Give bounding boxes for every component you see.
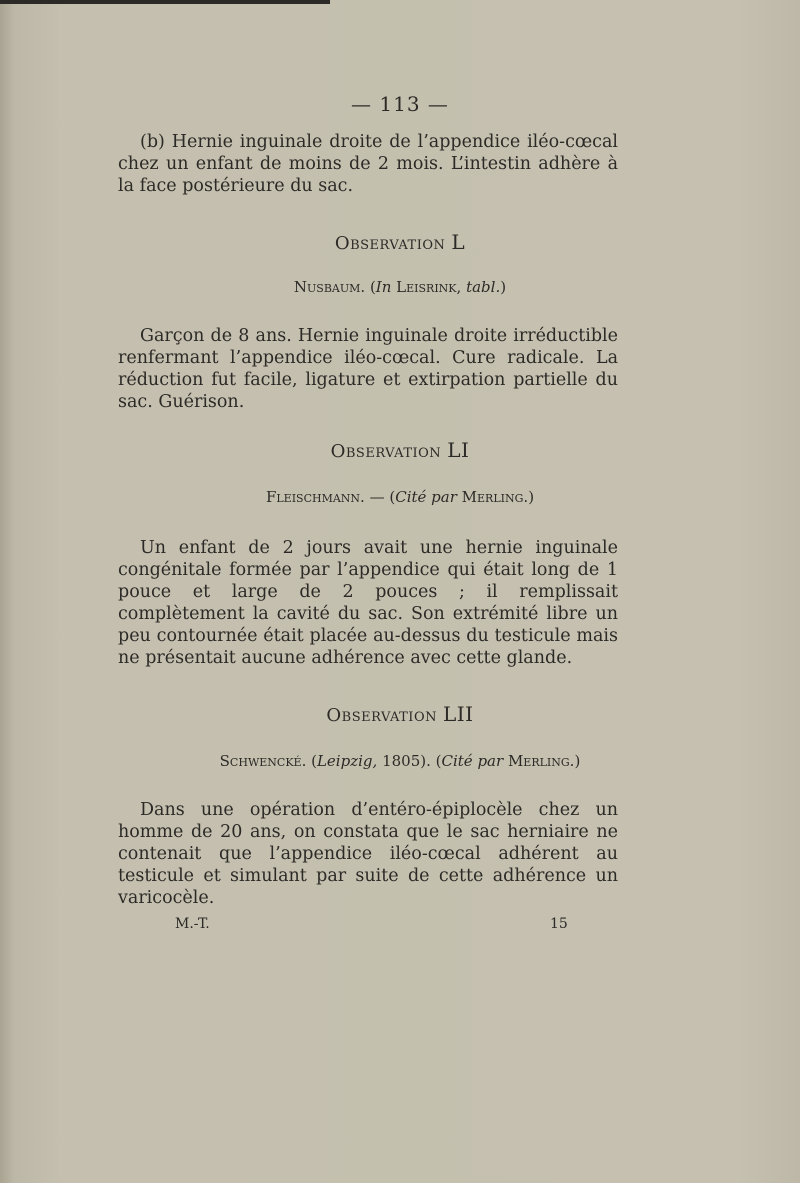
footer-signature: M.-T. — [175, 916, 210, 932]
source-place: Leipzig, — [316, 752, 378, 770]
observation-number: LI — [447, 438, 470, 462]
observation-label: Observation — [330, 441, 442, 462]
source-author: Fleischmann. — — [265, 488, 385, 506]
observation-label: Observation — [334, 233, 446, 254]
source-year: 1805 — [382, 752, 421, 770]
footer-sheet-number: 15 — [550, 916, 568, 932]
observation-number: L — [451, 230, 466, 254]
observation-source-l: Nusbaum. (In Leisrink, tabl.) — [293, 278, 507, 296]
source-prefix: In — [375, 278, 392, 296]
source-suffix: tabl. — [466, 278, 501, 296]
source-name: Merling. — [461, 488, 529, 506]
observation-title-li — [0, 438, 800, 462]
source-author: Nusbaum. — [293, 278, 366, 296]
page-number-header: — 113 — — [351, 92, 449, 116]
observation-body-li: Un enfant de 2 jours avait une hernie inguinale congénitale formée par l’appendice qui était long de 1 pouce et large de 2 pouces ; il remplissait complètement la cavité du sac. Son extrémité libre un peu contournée était placée au-dessus du testicule mais ne présentait aucune adhérence avec cette glande. — [118, 538, 618, 668]
observation-number: LII — [442, 702, 474, 726]
observation-body-l: Garçon de 8 ans. Hernie inguinale droite irréductible renfermant l’appendice iléo-cœcal. Cure radicale. La réduction fut facile, ligature et extirpation partielle du sac. Guérison. — [118, 326, 618, 412]
observation-body-lii: Dans une opération d’entéro-épiplocèle chez un homme de 20 ans, on constata que le sac herniaire ne contenait que l’appendice iléo-cœcal adhérent au testicule et simulant par suite de cette adhérence un varicocèle. — [118, 800, 618, 908]
source-name: Leisrink, — [396, 278, 462, 296]
page-edge-shadow — [0, 0, 330, 4]
observation-source-li: Fleischmann. — (Cité par Merling.) — [265, 488, 535, 506]
source-prefix: Cité par — [395, 488, 457, 506]
observation-title-lii — [0, 702, 800, 726]
source-author: Schwencké. — [219, 752, 307, 770]
observation-label: Observation — [326, 705, 437, 726]
intro-paragraph: (b) Hernie inguinale droite de l’appendice iléo-cœcal chez un enfant de moins de 2 mois. L’intestin adhère à la face postérieure du sac. — [118, 132, 618, 196]
source-name: Merling. — [507, 752, 575, 770]
observation-title-l — [0, 230, 800, 254]
source-prefix: Cité par — [441, 752, 504, 770]
observation-source-lii: Schwencké. (Leipzig, 1805). (Cité par Merling.) — [219, 752, 581, 770]
